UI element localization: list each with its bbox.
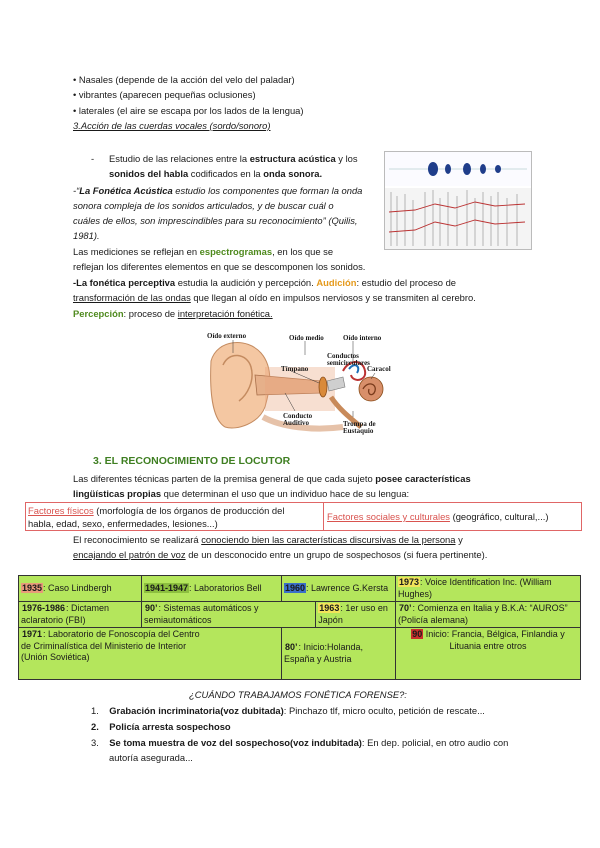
factores-sociales-link[interactable]: Factores sociales y culturales — [327, 511, 450, 522]
bullet-item-2: • vibrantes (aparecen pequeñas oclusiones) — [73, 89, 256, 100]
factores-sociales-line: Factores sociales y culturales (geográfico, cultural,...) — [327, 511, 549, 522]
quote-line3: cuáles de ellos, son imprescindibles para su reconocimiento” (Quilis, — [73, 215, 358, 226]
timeline-cell-80s: 80’: Inicio:Holanda, España y Austria — [282, 628, 396, 680]
timeline-row-3 — [19, 628, 581, 680]
factores-fisicos-link[interactable]: Factores físicos — [28, 505, 94, 516]
factores-fisicos-box — [25, 502, 325, 531]
ear-diagram — [203, 331, 409, 441]
timeline-cell-1941: 1941-1947: Laboratorios Bell — [142, 576, 282, 602]
label-trompa-eustaquio: Trompa de Eustaquio — [343, 420, 376, 435]
bullet-item-1: • Nasales (depende de la acción del velo del paladar) — [73, 74, 295, 85]
timeline-cell-70s: 70’: Comienza en Italia y B.K.A: “AUROS” (Policía alemana) — [396, 602, 581, 628]
perceptiva-line1: -La fonética perceptiva estudia la audición y percepción. Audición: estudio del proceso de — [73, 277, 457, 288]
section-3-title: 3. EL RECONOCIMIENTO DE LOCUTOR — [93, 455, 291, 467]
timeline-cell-90-intl: 90 Inicio: Francia, Bélgica, Finlandia y Lituania entre otros — [396, 628, 581, 680]
dash-item-line2: sonidos del habla codificados en la onda sonora. — [109, 168, 323, 179]
dash-item-line1: Estudio de las relaciones entre la estructura acústica y los — [109, 153, 358, 164]
timeline-cell-1971: 1971: Laboratorio de Fonoscopía del Centro de Criminalística del Ministerio de Interior (Unión Soviética) — [19, 628, 282, 680]
bullet-item-3: • laterales (el aire se escapa por los lados de la lengua) — [73, 105, 304, 116]
heading-vocal-cords: 3.Acción de las cuerdas vocales (sordo/sonoro) — [73, 120, 271, 131]
timeline-cell-1960: 1960: Lawrence G.Kersta — [282, 576, 396, 602]
label-caracol: Caracol — [367, 365, 391, 373]
factores-fisicos-line1: Factores físicos (morfología de los órganos de producción del — [28, 505, 285, 516]
recog-line1: El reconocimiento se realizará conociendo bien las características discursivas de la persona y — [73, 534, 463, 545]
section-3-p1-line1: Las diferentes técnicas parten de la premisa general de que cada sujeto posee características — [73, 473, 471, 484]
timeline-row-2 — [19, 602, 581, 628]
forense-item-2: 2. Policía arresta sospechoso — [91, 721, 231, 732]
label-timpano: Tímpano — [281, 365, 309, 373]
recog-line2: encajando el patrón de voz de un desconocido entre un grupo de sospechosos (si fuera pertinente). — [73, 549, 488, 560]
timeline-cell-1973: 1973: Voice Identification Inc. (William Hughes) — [396, 576, 581, 602]
timeline-cell-1976: 1976-1986: Dictamen aclaratorio (FBI) — [19, 602, 142, 628]
forense-title: ¿CUÁNDO TRABAJAMOS FONÉTICA FORENSE?: — [189, 689, 407, 700]
dash-marker: - — [91, 153, 95, 164]
label-conductos: Conductos semicirculares — [327, 352, 370, 367]
percepcion-line: Percepción: proceso de interpretación fonética. — [73, 308, 273, 319]
forense-item-3: 3. Se toma muestra de voz del sospechoso(voz indubitada): En dep. policial, en otro audio con — [91, 737, 509, 748]
forense-item-1: 1. Grabación incriminatoria(voz dubitada): Pinchazo tlf, micro oculto, petición de rescate... — [91, 705, 485, 716]
spectrogram-image — [384, 151, 532, 250]
quote-line1: -“La Fonética Acústica estudio los componentes que forman la onda — [73, 185, 363, 196]
label-oido-medio: Oído medio — [289, 334, 324, 342]
label-oido-interno: Oído interno — [343, 334, 382, 342]
timeline-cell-1963: 1963: 1er uso en Japón — [316, 602, 396, 628]
factores-fisicos-line2: habla, edad, sexo, enfermedades, lesiones...) — [28, 518, 218, 529]
factores-sociales-box — [323, 502, 582, 531]
quote-line2: sonora compleja de los sonidos articulados, y de buscar cuál o — [73, 200, 334, 211]
section-3-p1-line2: lingüísticas propias que determinan el uso que un individuo hace de su lengua: — [73, 488, 410, 499]
spectro-line1: Las mediciones se reflejan en espectrogramas, en los que se — [73, 246, 334, 257]
label-oido-externo: Oído externo — [207, 332, 247, 340]
timeline-table — [18, 575, 581, 680]
timeline-cell-1935: 1935: Caso Lindbergh — [19, 576, 142, 602]
timeline-cell-90s-auto: 90’: Sistemas automáticos y semiautomáticos — [142, 602, 316, 628]
label-conducto-auditivo: Conducto Auditivo — [283, 412, 313, 427]
spectro-line2: reflejan los diferentes elementos en que se descomponen los sonidos. — [73, 261, 366, 272]
perceptiva-line2: transformación de las ondas que llegan al oído en impulsos nerviosos y se transmiten al cerebro. — [73, 292, 476, 303]
timeline-row-1 — [19, 576, 581, 602]
forense-item-3-line2: autoría asegurada... — [109, 752, 193, 763]
quote-line4: 1981). — [73, 230, 100, 241]
